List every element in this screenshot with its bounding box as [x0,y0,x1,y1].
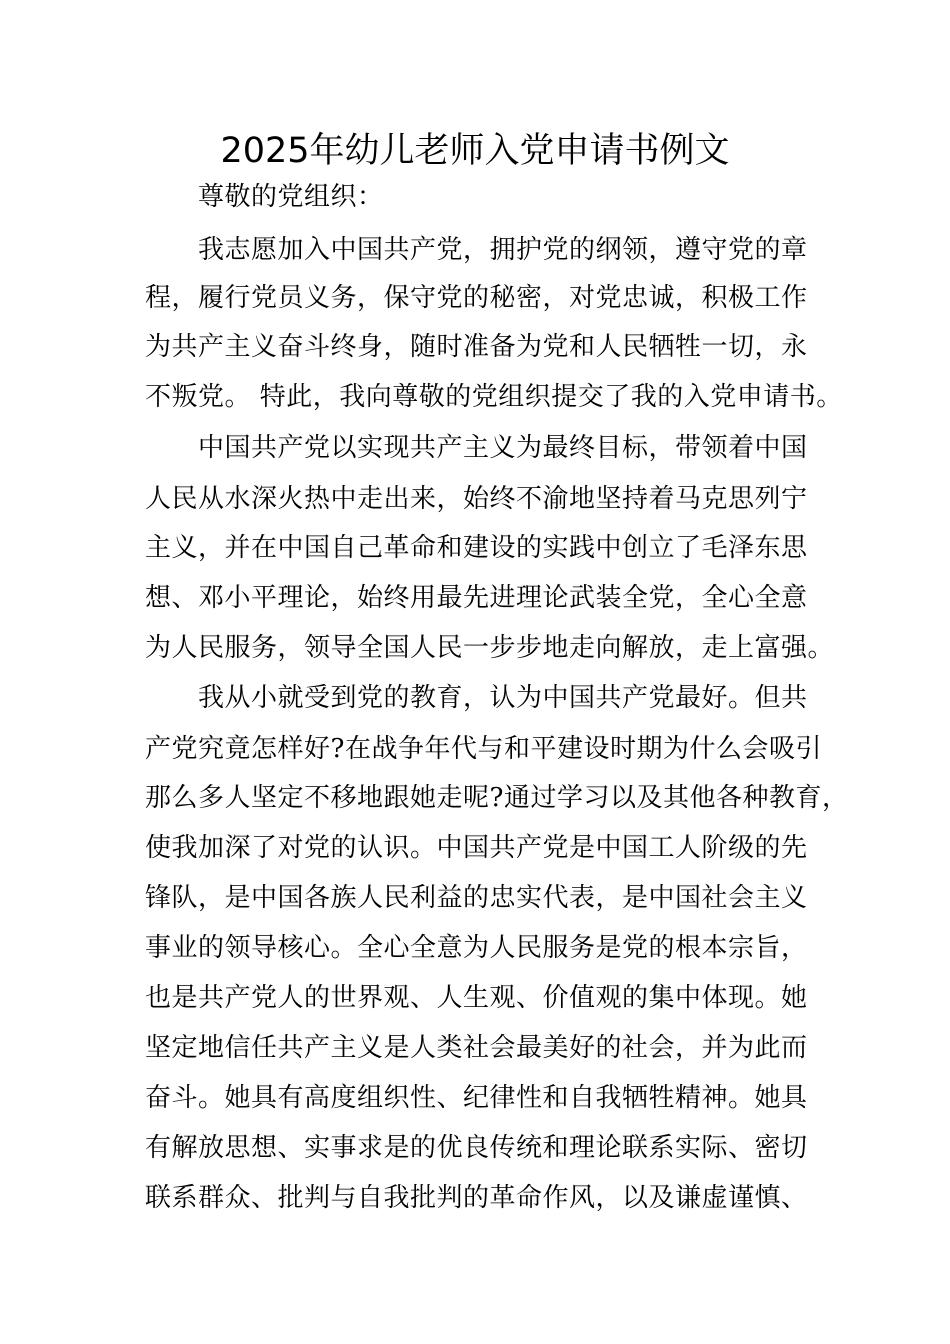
text-line: 为共产主义奋斗终身，随时准备为党和人民牺牲一切，永 [145,332,808,362]
document-title: 2025年幼儿老师入党申请书例文 [220,131,730,171]
text-line: 我从小就受到党的教育，认为中国共产党最好。但共 [145,683,808,713]
text-line: 也是共产党人的世界观、人生观、价值观的集中体现。她 [145,983,808,1013]
text-line: 联系群众、批判与自我批判的革命作风，以及谦虚谨慎、 [145,1183,808,1213]
text-line: 不叛党。 特此，我向尊敬的党组织提交了我的入党申请书。 [145,382,843,412]
text-line: 我志愿加入中国共产党，拥护党的纲领，遵守党的章 [145,235,808,265]
text-line: 尊敬的党组织： [145,182,384,212]
text-line: 有解放思想、实事求是的优良传统和理论联系实际、密切 [145,1133,808,1163]
text-line: 事业的领导核心。全心全意为人民服务是党的根本宗旨， [145,933,808,963]
text-line: 为人民服务，领导全国人民一步步地走向解放，走上富强。 [145,633,835,663]
text-line: 奋斗。她具有高度组织性、纪律性和自我牺牲精神。她具 [145,1083,808,1113]
text-line: 使我加深了对党的认识。中国共产党是中国工人阶级的先 [145,833,808,863]
text-line: 产党究竟怎样好?在战争年代与和平建设时期为什么会吸引 [145,734,822,764]
text-line: 人民从水深火热中走出来，始终不渝地坚持着马克思列宁 [145,484,808,514]
text-line: 主义，并在中国自己革命和建设的实践中创立了毛泽东思 [145,533,808,563]
text-line: 中国共产党以实现共产主义为最终目标，带领着中国 [145,433,808,463]
text-line: 想、邓小平理论，始终用最先进理论武装全党，全心全意 [145,583,808,613]
text-line: 那么多人坚定不移地跟她走呢?通过学习以及其他各种教育， [145,783,849,813]
text-line: 程，履行党员义务，保守党的秘密，对党忠诚，积极工作 [145,283,808,313]
text-line: 坚定地信任共产主义是人类社会最美好的社会，并为此而 [145,1033,808,1063]
text-line: 锋队，是中国各族人民利益的忠实代表，是中国社会主义 [145,883,808,913]
